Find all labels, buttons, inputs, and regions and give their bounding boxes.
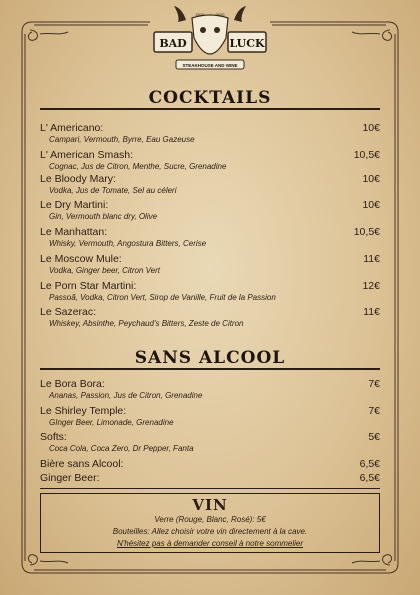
bad-luck-logo — [152, 6, 268, 74]
item-price: 10,5€ — [353, 149, 380, 161]
menu-item — [40, 199, 380, 222]
vin-sommelier-note: N'hésitez pas à demander conseil à notre sommelier — [116, 539, 304, 548]
item-name: Le Dry Martini: — [40, 199, 109, 211]
item-price: 6,5€ — [359, 458, 380, 470]
logo-badge-right: 2020 — [215, 12, 225, 17]
vin-glass-price: Verre (Rouge, Blanc, Rosé): 5€ — [154, 515, 266, 524]
item-price: 10€ — [362, 173, 380, 185]
item-description: Whiskey, Absinthe, Peychaud's Bitters, Zeste de Citron — [49, 319, 244, 328]
sans-alcool-end-divider — [40, 488, 380, 489]
item-price: 11€ — [363, 306, 380, 318]
menu-item — [40, 226, 380, 249]
item-description: Passoã, Vodka, Citron Vert, Sirop de Vanille, Fruit de la Passion — [49, 293, 276, 302]
item-price: 6,5€ — [359, 472, 380, 484]
menu-item — [40, 122, 380, 145]
item-name: L' American Smash: — [40, 149, 134, 161]
menu-item — [40, 280, 380, 303]
item-price: 7€ — [368, 378, 380, 390]
item-name: Softs: — [40, 431, 67, 443]
menu-item — [40, 405, 380, 428]
menu-item — [40, 378, 380, 401]
item-description: Gin, Vermouth blanc dry, Olive — [49, 212, 158, 221]
item-name: Le Sazerac: — [40, 306, 97, 318]
menu-item — [40, 173, 380, 196]
item-name: Le Moscow Mule: — [40, 253, 122, 265]
item-name: L' Americano: — [40, 122, 104, 134]
item-price: 10€ — [362, 122, 380, 134]
item-price: 12€ — [362, 280, 380, 292]
cocktails-divider — [40, 108, 380, 110]
item-price: 7€ — [368, 405, 380, 417]
item-name: Le Porn Star Martini: — [40, 280, 137, 292]
item-price: 5€ — [368, 431, 380, 443]
item-name: Le Bora Bora: — [40, 378, 105, 390]
sans-alcool-divider — [40, 368, 380, 370]
item-description: Coca Cola, Coca Zero, Dr Pepper, Fanta — [49, 444, 194, 453]
item-price: 10,5€ — [353, 226, 380, 238]
sans-alcool-title: SANS ALCOOL — [134, 348, 286, 368]
item-description: GInger Beer, Limonade, Grenadine — [49, 418, 174, 427]
item-name: Bière sans Alcool: — [40, 458, 124, 470]
logo-right-text: LUCK — [229, 37, 265, 50]
item-description: Whisky, Vermouth, Angostura Bitters, Cerise — [49, 239, 207, 248]
logo-badge-left: 2020 — [195, 12, 205, 17]
menu-item — [40, 253, 380, 276]
item-price: 10€ — [362, 199, 380, 211]
item-description: Cognac, Jus de Citron, Menthe, Sucre, Grenadine — [49, 162, 227, 171]
bull-skull-icon — [192, 15, 228, 54]
item-description: Vodka, Ginger beer, Citron Vert — [49, 266, 161, 275]
item-name: Ginger Beer: — [40, 472, 100, 484]
vin-bottles-note: Bouteilles: Allez choisir votre vin directement à la cave. — [112, 527, 308, 536]
menu-item — [40, 472, 380, 484]
item-description: Vodka, Jus de Tomate, Sel au céleri — [49, 186, 177, 195]
vin-title: VIN — [192, 496, 228, 514]
item-name: Le Shirley Temple: — [40, 405, 127, 417]
menu-item — [40, 149, 380, 172]
item-description: Ananas, Passion, Jus de Citron, Grenadine — [49, 391, 203, 400]
menu-item — [40, 306, 380, 329]
item-description: Campari, Vermouth, Byrre, Eau Gazeuse — [49, 135, 195, 144]
cocktails-title: COCKTAILS — [148, 88, 272, 108]
menu-item — [40, 431, 380, 454]
logo-subtitle: STEAKHOUSE AND WINE — [182, 63, 238, 68]
menu-item — [40, 458, 380, 470]
item-name: Le Manhattan: — [40, 226, 108, 238]
item-name: Le Bloody Mary: — [40, 173, 116, 185]
logo-left-text: BAD — [159, 37, 187, 50]
item-price: 11€ — [363, 253, 380, 265]
